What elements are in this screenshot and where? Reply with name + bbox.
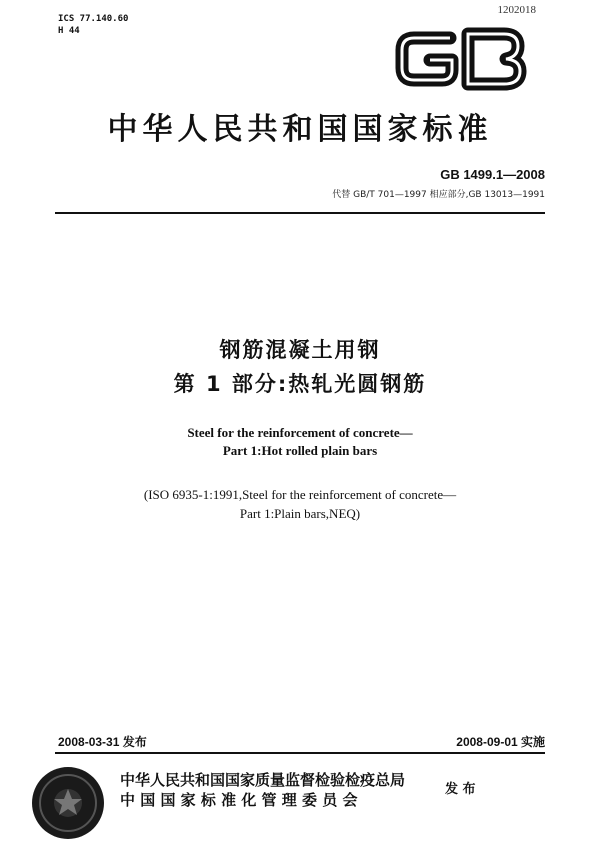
iso-reference-line-2: Part 1:Plain bars,NEQ): [239, 506, 361, 521]
standard-title: 中华人民共和国国家标准: [107, 112, 493, 147]
category-code: H 44: [58, 26, 80, 36]
iso-reference-line-1: (ISO 6935-1:1991,Steel for the reinforcement of concrete—: [143, 487, 457, 502]
chinese-title-line-1: 钢筋混凝土用钢: [219, 338, 381, 362]
implement-date: 2008-09-01 实施: [456, 735, 545, 749]
english-title-line-1: Steel for the reinforcement of concrete—: [187, 425, 413, 440]
bottom-divider: [55, 752, 545, 754]
official-seal-icon: [28, 763, 108, 843]
issuer-line-2: 中 国 国 家 标 准 化 管 理 委 员 会: [120, 791, 358, 809]
issuer-line-1: 中华人民共和国国家质量监督检验检疫总局: [120, 771, 406, 789]
publish-date: 2008-03-31 发布: [58, 735, 147, 749]
standard-number: GB 1499.1—2008: [440, 167, 545, 182]
replaces-note: 代替 GB/T 701—1997 相应部分,GB 13013—1991: [332, 190, 545, 200]
english-title-line-2: Part 1:Hot rolled plain bars: [222, 443, 378, 458]
top-divider: [55, 212, 545, 214]
chinese-title-line-2: 第 1 部分:热轧光圆钢筋: [173, 372, 427, 396]
gb-logo: [392, 24, 532, 94]
document-code: 1202018: [497, 4, 536, 16]
ics-code: ICS 77.140.60: [58, 14, 129, 24]
release-label: 发 布: [445, 782, 476, 797]
